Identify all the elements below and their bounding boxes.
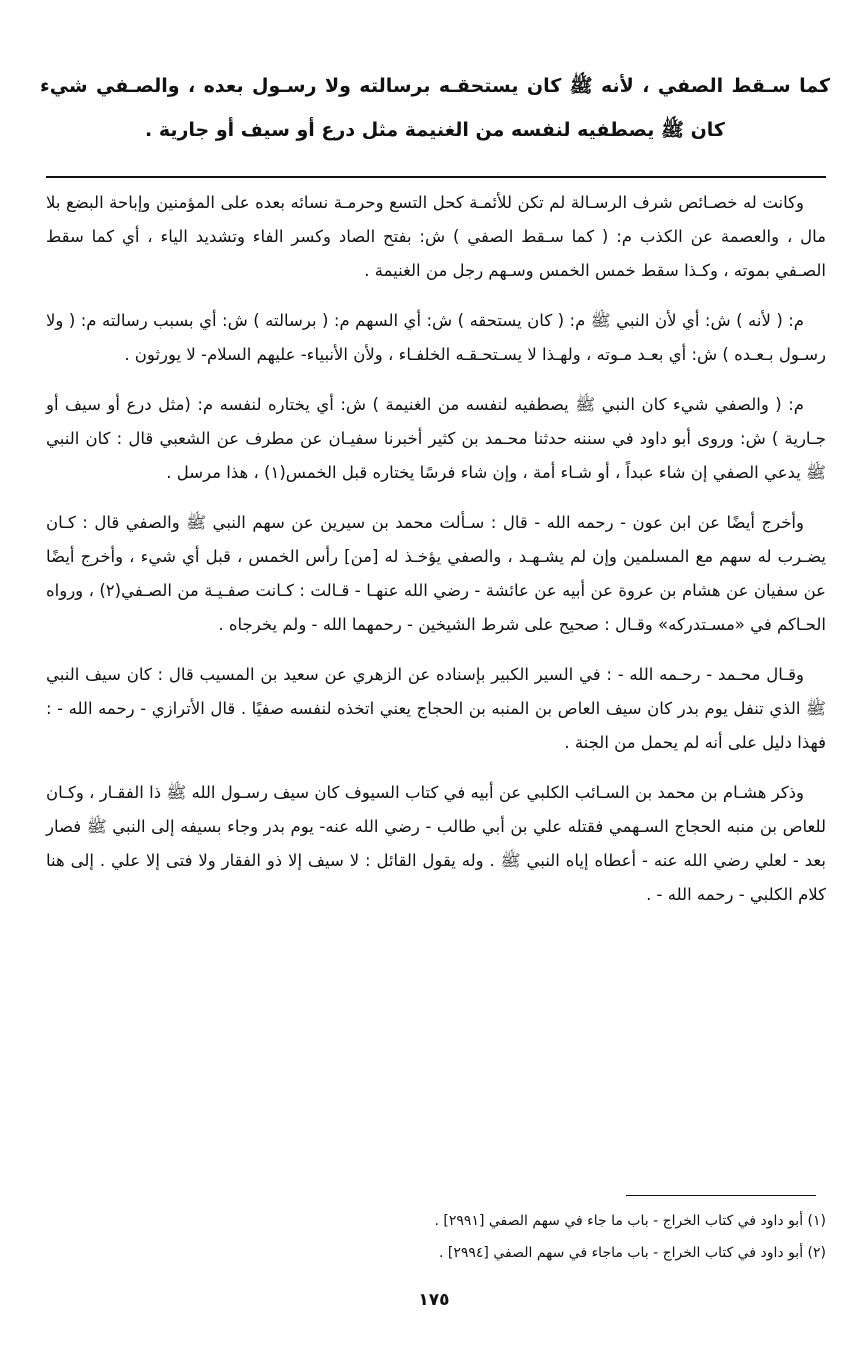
commentary-paragraph-4: وأخرج أيضًا عن ابن عون - رحمه الله - قال : سـألت محمد بن سيرين عن سهم النبي ﷺ والصفي قال : كـان يضـرب له سهم مع المسلمين وإن لم يشـهـد ، والصفي يؤخـذ له [من] رأس الخمس ، قبل أي شيء ، وأخرج أيضًا عن سفيان عن هشام بن عروة عن أبيه عن عائشة - رضي الله عنهـا - قـالت : كـانت صفـيـة من الصـفي(٢) ، ورواه الحـاكم في «مسـتدركه» وقـال : صحيح على شرط الشيخين - رحمهما الله - ولم يخرجاه . [46, 513, 826, 634]
commentary-paragraph-5: وقـال محـمد - رحـمه الله - : في السير الكبير بإسناده عن الزهري عن سعيد بن المسيب قال : كان سيف النبي ﷺ الذي تنفل يوم بدر كان سيف العاص بن المنبه بن الحجاج يعني اتخذه لنفسه صفيًا . قال الأترازي - رحمه الله - : فهذا دليل على أنه لم يحمل من الجنة . [46, 665, 826, 752]
commentary-paragraph-1: وكانت له خصـائص شرف الرسـالة لم تكن للأئمـة كحل التسع وحرمـة نسائه بعده على المؤمنين وإباحة البضع بلا مال ، والعصمة عن الكذب م: ( كما سـقط الصفي ) ش: بفتح الصاد وكسر الفاء وتشديد الياء ، أي كما سقط الصـفي بموته ، وكـذا سقط خمس الخمس وسـهم رجل من الغنيمة . [46, 193, 826, 280]
matn-separator-rule [46, 176, 826, 178]
commentary-paragraph-3: م: ( والصفي شيء كان النبي ﷺ يصطفيه لنفسه من الغنيمة ) ش: أي يختاره لنفسه م: (مثل درع أو سيف أو جـارية ) ش: وروى أبو داود في سننه حدثنا محـمد بن كثير أخبرنا سفيـان عن مطرف عن الشعبي قال : كان النبي ﷺ يدعي الصفي إن شاء عبداً ، أو شـاء أمة ، وإن شاء فرسًا يختاره قبل الخمس(١) ، هذا مرسل . [46, 395, 826, 482]
footnote-separator-rule [626, 1195, 816, 1196]
commentary-paragraph-2: م: ( لأنه ) ش: أي لأن النبي ﷺ م: ( كان يستحقه ) ش: أي السهم م: ( برسالته ) ش: أي بسبب رسالته م: ( ولا رسـول بـعـده ) ش: أي بعـد مـوته ، ولهـذا لا يسـتحـقـه الخلفـاء ، ولأن الأنبياء- عليهم السلام- لا يورثون . [46, 311, 826, 364]
footnotes [46, 1205, 826, 1269]
footnote-2: (٢) أبو داود في كتاب الخراج - باب ماجاء في سهم الصفي [٢٩٩٤] . [438, 1245, 826, 1261]
commentary-paragraph-6: وذكر هشـام بن محمد بن السـائب الكلبي عن أبيه في كتاب السيوف كان سيف رسـول الله ﷺ ذا الفقـار ، وكـان للعاص بن منبه الحجاج السـهمي فقتله علي بن أبي طالب - رضي الله عنه- يوم بدر وجاء بسيفه إلى النبي ﷺ فصار بعد - لعلي رضي الله عنه - أعطاه إياه النبي ﷺ . وله يقول القائل : لا سيف إلا ذو الفقار ولا فتى إلا علي . إلى هنا كلام الكلبي - رحمه الله - . [46, 783, 826, 904]
matn-text: كما سـقط الصفي ، لأنه ﷺ كان يستحقـه برسالته ولا رسـول بعده ، والصـفي شيء كان ﷺ يصطفيه لنفسه من الغنيمة مثل درع أو سيف أو جارية . [40, 75, 830, 141]
footnote-1: (١) أبو داود في كتاب الخراج - باب ما جاء في سهم الصفي [٢٩٩١] . [434, 1213, 826, 1229]
page-number: ١٧٥ [418, 1290, 450, 1310]
commentary-body [46, 186, 826, 928]
